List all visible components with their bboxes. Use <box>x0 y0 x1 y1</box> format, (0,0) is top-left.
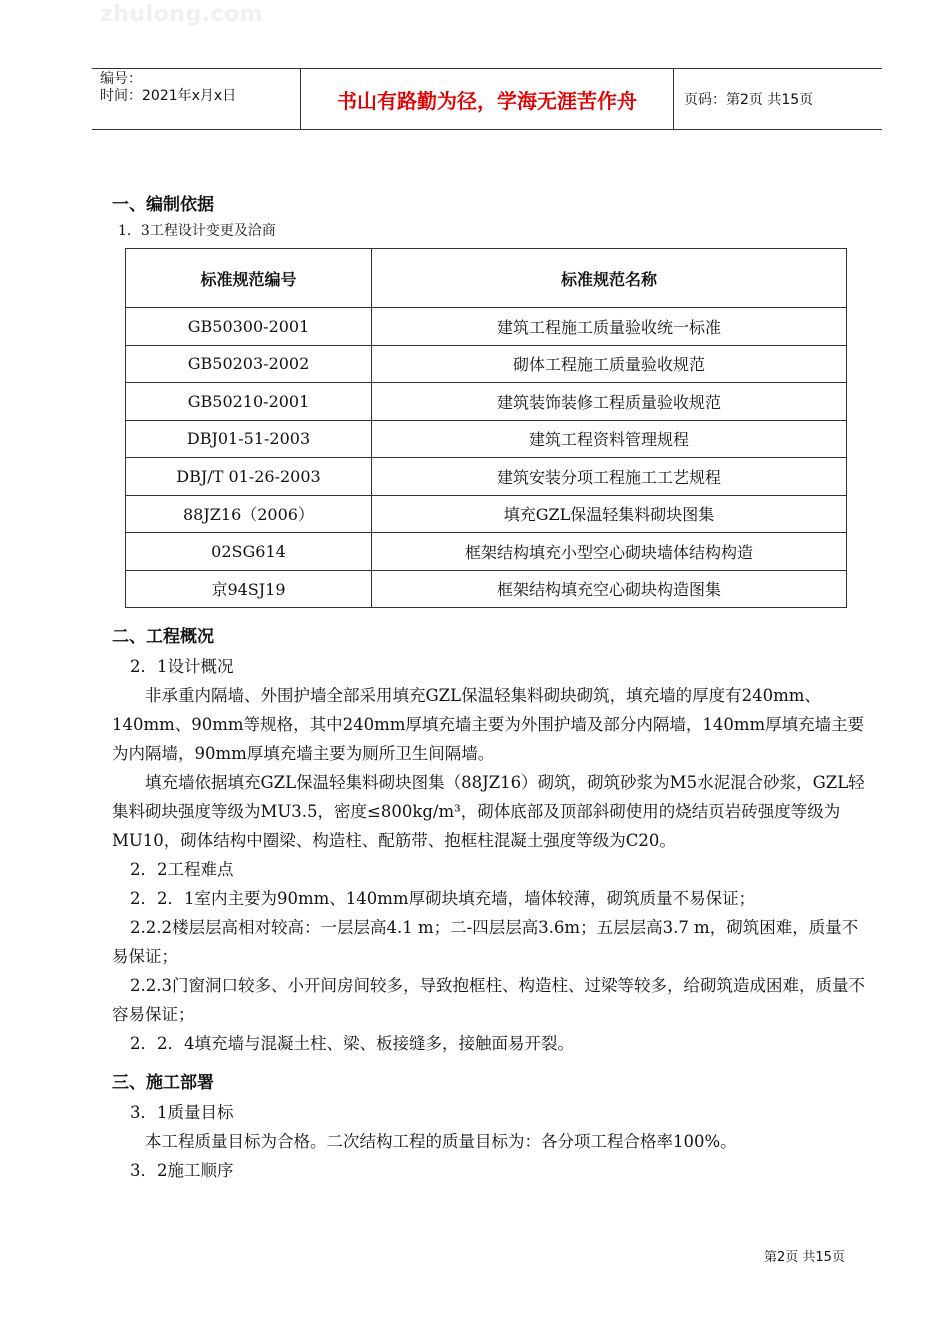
header-page-label: 页码：第2页 共15页 <box>684 92 814 108</box>
subheading-3-1: 3．1质量目标 <box>130 1103 234 1122</box>
table-cell-name: 框架结构填充小型空心砌块墙体结构构造 <box>372 533 847 571</box>
table-row <box>126 308 847 346</box>
table-header-code: 标准规范编号 <box>126 249 372 308</box>
section-subtitle-1-3: 1．3工程设计变更及洽商 <box>118 223 276 239</box>
page-footer: 第2页 共15页 <box>764 1250 845 1265</box>
table-row <box>126 420 847 458</box>
paragraph-fill-wall-spec: 填充墙依据填充GZL保温轻集料砌块图集（88JZ16）砌筑，砌筑砂浆为M5水泥混合砂浆，GZL轻集料砌块强度等级为MU3.5，密度≤800kg/m³，砌体底部及顶部斜砌使用的烧结页岩砖强度等级为MU10，砌体结构中圈梁、构造柱、配筋带、抱框柱混凝土强度等级为C20。 <box>112 773 865 850</box>
table-cell-name: 砌体工程施工质量验收规范 <box>372 345 847 383</box>
paragraph-quality-goal: 本工程质量目标为合格。二次结构工程的质量目标为：各分项工程合格率100%。 <box>145 1132 737 1151</box>
table-cell-code: DBJ/T 01-26-2003 <box>126 458 372 496</box>
section-title-3: 三、施工部署 <box>112 1073 214 1093</box>
subheading-3-2: 3．2施工顺序 <box>130 1161 234 1180</box>
table-cell-name: 建筑工程施工质量验收统一标准 <box>372 308 847 346</box>
table-cell-code: GB50210-2001 <box>126 383 372 421</box>
table-cell-name: 建筑装饰装修工程质量验收规范 <box>372 383 847 421</box>
table-row <box>126 533 847 571</box>
table-cell-code: GB50300-2001 <box>126 308 372 346</box>
table-row <box>126 458 847 496</box>
difficulty-item: 2.2.3门窗洞口较多、小开间房间较多，导致抱框柱、构造柱、过梁等较多，给砌筑造成困难，质量不容易保证； <box>112 976 865 1024</box>
paragraph-design-overview: 非承重内隔墙、外围护墙全部采用填充GZL保温轻集料砌块砌筑，填充墙的厚度有240mm、140mm、90mm等规格，其中240mm厚填充墙主要为外围护墙及部分内隔墙，140mm厚填充墙主要为内隔墙，90mm厚填充墙主要为厕所卫生间隔墙。 <box>112 686 865 763</box>
number-label: 编号： <box>100 71 142 87</box>
table-cell-code: 88JZ16（2006） <box>126 495 372 533</box>
table-cell-code: GB50203-2002 <box>126 345 372 383</box>
table-cell-name: 框架结构填充空心砌块构造图集 <box>372 570 847 608</box>
table-row <box>126 345 847 383</box>
table-cell-name: 建筑工程资料管理规程 <box>372 420 847 458</box>
table-header-row <box>126 249 847 308</box>
table-cell-code: 京94SJ19 <box>126 570 372 608</box>
table-cell-name: 填充GZL保温轻集料砌块图集 <box>372 495 847 533</box>
difficulty-item: 2．2．4填充墙与混凝土柱、梁、板接缝多，接触面易开裂。 <box>130 1034 574 1053</box>
difficulty-item: 2．2．1室内主要为90mm、140mm厚砌块填充墙，墙体较薄，砌筑质量不易保证； <box>130 889 756 908</box>
header-motto: 书山有路勤为径，学海无涯苦作舟 <box>301 69 674 129</box>
subheading-2-1: 2．1设计概况 <box>130 657 234 676</box>
header-meta <box>92 69 301 129</box>
table-cell-code: DBJ01-51-2003 <box>126 420 372 458</box>
document-body <box>112 190 872 1185</box>
section-title-2: 二、工程概况 <box>112 627 214 647</box>
time-label: 时间：2021年x月x日 <box>100 88 237 104</box>
standards-table <box>125 248 847 608</box>
page-header <box>92 68 882 130</box>
table-header-name: 标准规范名称 <box>372 249 847 308</box>
table-row <box>126 383 847 421</box>
table-cell-name: 建筑安装分项工程施工工艺规程 <box>372 458 847 496</box>
table-row <box>126 570 847 608</box>
section-title-1: 一、编制依据 <box>112 195 214 215</box>
table-row <box>126 495 847 533</box>
difficulty-item: 2.2.2楼层层高相对较高：一层层高4.1 m；二-四层层高3.6m；五层层高3.7 m，砌筑困难，质量不易保证； <box>112 918 859 966</box>
watermark: zhulong.com <box>100 2 264 27</box>
subheading-2-2: 2．2工程难点 <box>130 860 234 879</box>
table-cell-code: 02SG614 <box>126 533 372 571</box>
